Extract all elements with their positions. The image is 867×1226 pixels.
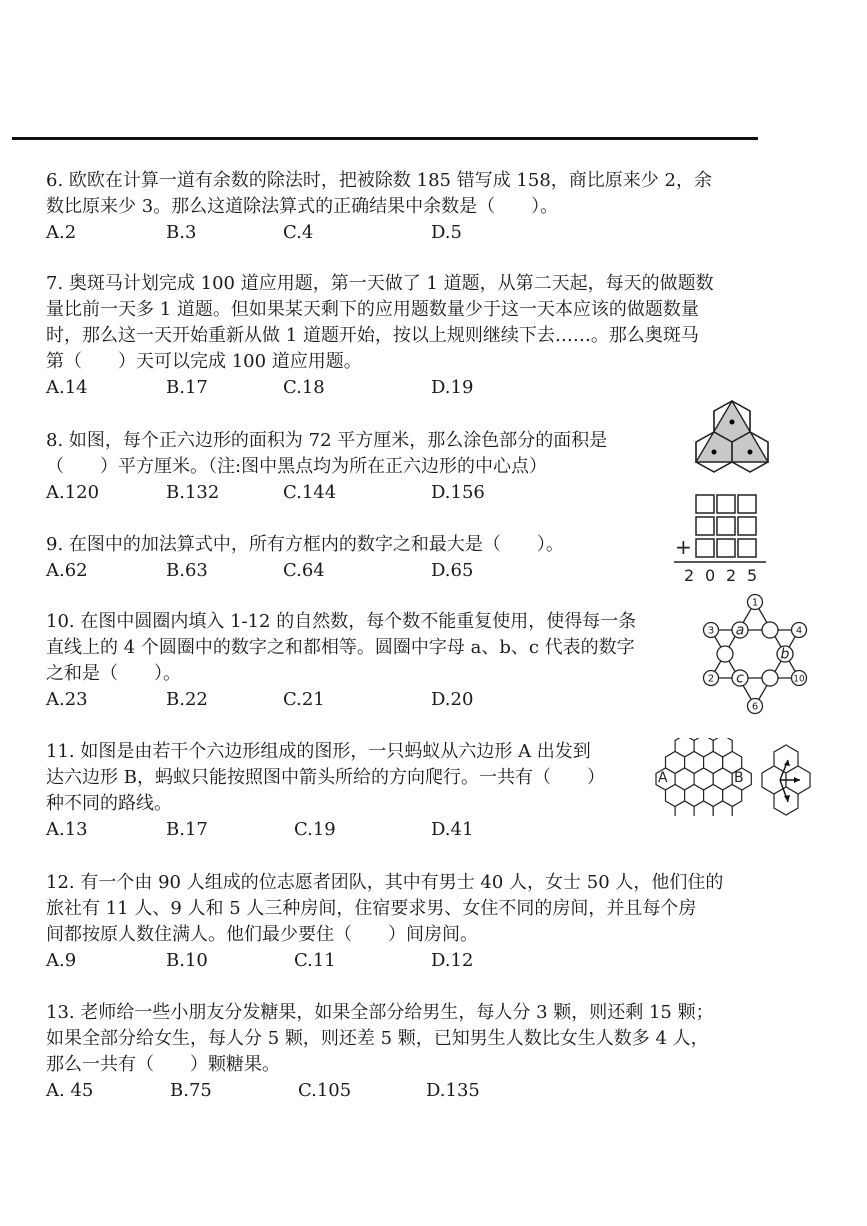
option-a[interactable]: A.13 — [46, 819, 88, 840]
question-6-line-1: 6. 欧欧在计算一道有余数的除法时，把被除数 185 错写成 158，商比原来少 2，余 — [46, 170, 712, 191]
hexagon-grid-figure — [650, 738, 754, 816]
question-6 — [46, 168, 712, 246]
letter-c: c — [736, 670, 744, 687]
question-13-line-3: 那么一共有（ ）颗糖果。 — [46, 1054, 280, 1075]
option-c[interactable]: C.64 — [283, 560, 325, 581]
circle-label: 1 — [751, 597, 759, 609]
option-b[interactable]: B.17 — [166, 819, 208, 840]
result-digit: 0 — [705, 566, 716, 585]
question-8 — [46, 428, 607, 506]
option-c[interactable]: C.4 — [283, 222, 314, 243]
option-d[interactable]: D.41 — [431, 819, 474, 840]
question-12-line-3: 间都按原人数住满人。他们最少要住（ ）间房间。 — [46, 924, 478, 945]
option-c[interactable]: C.19 — [294, 819, 336, 840]
question-6-line-2: 数比原来少 3。那么这道除法算式的正确结果中余数是（ ）。 — [46, 196, 559, 217]
option-d[interactable]: D.20 — [431, 689, 474, 710]
question-10 — [46, 609, 636, 713]
option-d[interactable]: D.19 — [431, 377, 474, 398]
question-8-line-1: 8. 如图，每个正六边形的面积为 72 平方厘米，那么涂色部分的面积是 — [46, 430, 608, 451]
question-9-line-1: 9. 在图中的加法算式中，所有方框内的数字之和最大是（ ）。 — [46, 534, 564, 555]
question-13-options — [46, 1078, 714, 1104]
result-digit: 2 — [684, 566, 695, 585]
hex-label-b: B — [734, 770, 744, 786]
question-9-options — [46, 558, 564, 584]
option-b[interactable]: B.132 — [166, 482, 220, 503]
question-10-line-3: 之和是（ ）。 — [46, 663, 181, 684]
option-a[interactable]: A.9 — [46, 950, 77, 971]
top-divider — [12, 137, 758, 140]
question-10-options — [46, 687, 636, 713]
question-12-options — [46, 948, 723, 974]
option-b[interactable]: B.3 — [166, 222, 197, 243]
option-b[interactable]: B.75 — [170, 1080, 212, 1101]
question-11 — [46, 739, 605, 843]
option-a[interactable]: A. 45 — [46, 1080, 94, 1101]
question-8-line-2: （ ）平方厘米。（注:图中黑点均为所在正六边形的中心点） — [46, 456, 548, 477]
question-10-line-1: 10. 在图中圆圈内填入 1-12 的自然数，每个数不能重复使用，使得每一条 — [46, 611, 637, 632]
question-6-options — [46, 220, 712, 246]
circle-label: 2 — [707, 673, 715, 685]
option-d[interactable]: D.65 — [431, 560, 474, 581]
question-11-line-1: 11. 如图是由若干个六边形组成的图形，一只蚂蚁从六边形 A 出发到 — [46, 741, 591, 762]
question-10-line-2: 直线上的 4 个圆圈中的数字之和都相等。圆圈中字母 a、b、c 代表的数字 — [46, 637, 635, 658]
letter-a: a — [735, 622, 745, 639]
question-11-line-3: 种不同的路线。 — [46, 793, 172, 814]
option-a[interactable]: A.62 — [46, 560, 88, 581]
option-b[interactable]: B.22 — [166, 689, 208, 710]
option-c[interactable]: C.11 — [294, 950, 336, 971]
star-circles-figure — [698, 592, 812, 716]
center-dot — [748, 450, 753, 455]
option-c[interactable]: C.144 — [283, 482, 337, 503]
question-11-line-2: 达六边形 B，蚂蚁只能按照图中箭头所给的方向爬行。一共有（ ） — [46, 767, 605, 788]
option-b[interactable]: B.17 — [166, 377, 208, 398]
letter-b: b — [780, 646, 790, 663]
option-a[interactable]: A.14 — [46, 377, 88, 398]
option-b[interactable]: B.63 — [166, 560, 208, 581]
center-dot — [730, 420, 735, 425]
option-c[interactable]: C.21 — [283, 689, 325, 710]
option-a[interactable]: A.23 — [46, 689, 88, 710]
question-13-line-2: 如果全部分给女生，每人分 5 颗，则还差 5 颗，已知男生人数比女生人数多 4 人， — [46, 1028, 709, 1049]
question-11-options — [46, 817, 605, 843]
circle-label: 4 — [795, 625, 803, 637]
center-dot — [712, 450, 717, 455]
option-d[interactable]: D.12 — [431, 950, 474, 971]
question-7-line-1: 7. 奥斑马计划完成 100 道应用题，第一天做了 1 道题，从第二天起，每天的做题数 — [46, 273, 714, 294]
plus-sign: + — [675, 535, 692, 559]
option-d[interactable]: D.5 — [431, 222, 462, 243]
addition-box-figure — [672, 492, 768, 586]
option-b[interactable]: B.10 — [166, 950, 208, 971]
question-13 — [46, 1000, 714, 1104]
option-a[interactable]: A.2 — [46, 222, 77, 243]
hexagon-triangle-figure — [684, 398, 780, 484]
hex-label-a: A — [658, 770, 668, 786]
arrow-direction-figure — [758, 738, 814, 816]
question-12-line-1: 12. 有一个由 90 人组成的位志愿者团队，其中有男士 40 人，女士 50 人，他们住的 — [46, 872, 724, 893]
question-7-options — [46, 375, 714, 401]
result-digit: 2 — [726, 566, 737, 585]
question-7-line-4: 第（ ）天可以完成 100 道应用题。 — [46, 351, 362, 372]
option-d[interactable]: D.156 — [431, 482, 485, 503]
option-c[interactable]: C.105 — [298, 1080, 352, 1101]
question-7-line-3: 时，那么这一天开始重新从做 1 道题开始，按以上规则继续下去……。那么奥斑马 — [46, 325, 699, 346]
question-8-options — [46, 480, 607, 506]
circle-label: 3 — [707, 625, 715, 637]
option-c[interactable]: C.18 — [283, 377, 325, 398]
question-7-line-2: 量比前一天多 1 道题。但如果某天剩下的应用题数量少于这一天本应该的做题数量 — [46, 299, 699, 320]
question-12-line-2: 旅社有 11 人、9 人和 5 人三种房间，住宿要求男、女住不同的房间，并且每个房 — [46, 898, 697, 919]
question-12 — [46, 870, 723, 974]
question-13-line-1: 13. 老师给一些小朋友分发糖果，如果全部分给男生，每人分 3 颗，则还剩 15 颗； — [46, 1002, 714, 1023]
result-digit: 5 — [747, 566, 758, 585]
option-d[interactable]: D.135 — [426, 1080, 480, 1101]
circle-label: 6 — [751, 701, 759, 713]
question-9 — [46, 532, 564, 584]
question-7 — [46, 271, 714, 401]
option-a[interactable]: A.120 — [46, 482, 100, 503]
circle-label: 10 — [793, 674, 805, 685]
